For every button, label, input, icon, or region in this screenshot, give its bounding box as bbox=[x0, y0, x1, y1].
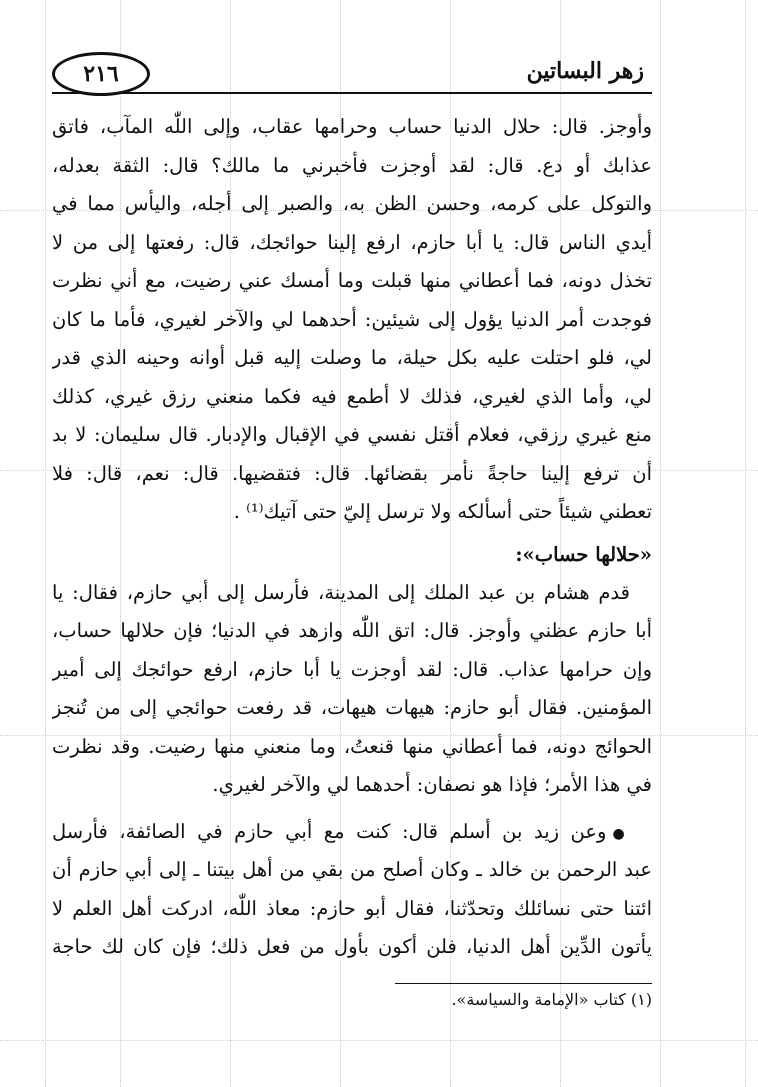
grid-line bbox=[45, 0, 46, 1087]
grid-line bbox=[660, 0, 661, 1087]
section-heading: «حلالها حساب»: bbox=[515, 542, 652, 566]
page-header bbox=[52, 48, 652, 102]
text-line: منع غيري رزقي، فعلام أقتل نفسي في الإقبال والإدبار. قال سليمان: لا بد bbox=[52, 423, 652, 446]
header-rule bbox=[52, 92, 652, 94]
text-line: في هذا الأمر؛ فإذا هو نصفان: أحدهما لي والآخر لغيري. bbox=[212, 773, 652, 796]
page-number-oval bbox=[52, 52, 150, 96]
text-line: يأتون الدِّين أهل الدنيا، فلن أكون بأول من فعل ذلك؛ فإن كان لك حاجة bbox=[52, 935, 652, 958]
footnote-rule bbox=[395, 983, 652, 984]
text-line: لي، وأما الذي لغيري، فذلك لا أطمع فيه فكما منعني رزق غيري، كذلك bbox=[52, 384, 652, 408]
text-line: فوجدت أمر الدنيا يؤول إلى شيئين: أحدهما لي والآخر لغيري، فأما ما كان bbox=[52, 307, 652, 331]
body-text bbox=[52, 108, 652, 967]
text-line: عبد الرحمن بن خالد ـ وكان أصلح من بقي من أهل بيتنا ـ إلى أبي حازم أن bbox=[52, 858, 652, 881]
text-line: والتوكل على كرمه، وحسن الظن به، والصبر إلى أجله، واليأس مما في bbox=[52, 192, 652, 215]
footnote: (١) كتاب «الإمامة والسياسة». bbox=[451, 990, 652, 1009]
page-number: ٢١٦ bbox=[83, 61, 119, 87]
text-line: أن ترفع إلينا حاجةً نأمر بقضائها. قال: فتقضيها. قال: نعم، قال: فلا bbox=[52, 461, 652, 485]
text-line: قدم هشام بن عبد الملك إلى المدينة، فأرسل إلى أبي حازم، فقال: يا bbox=[52, 580, 630, 604]
grid-line bbox=[745, 0, 746, 1087]
text-line: عذابك أو دع. قال: لقد أوجزت فأخبرني ما مالك؟ قال: الثقة بعدله، bbox=[52, 153, 652, 177]
text-line: تخذل دونه، فما أعطاني منها قبلت وما أمسك عني رضيت، مع أني نظرت bbox=[52, 269, 652, 292]
text-line: المؤمنين. فقال أبو حازم: هيهات هيهات، قد رفعت حوائجي إلى من تُنجز bbox=[52, 696, 652, 719]
text-line: وأوجز. قال: حلال الدنيا حساب وحرامها عقاب، وإلى اللّٰه المآب، فاتق bbox=[52, 115, 652, 138]
grid-line bbox=[0, 1040, 758, 1041]
text-line: ائتنا حتى نسائلك وتحدّثنا، فقال أبو حازم: معاذ اللّٰه، ادركت أهل العلم لا bbox=[52, 896, 652, 920]
text-line: أبا حازم عظني وأوجز. قال: اتق اللّٰه وازهد في الدنيا؛ فإن حلالها حساب، bbox=[52, 619, 652, 642]
bullet-icon: ● bbox=[612, 825, 630, 842]
text-line: وإن حرامها عذاب. قال: لقد أوجزت يا أبا حازم، ارفع حوائجك إلى أمير bbox=[52, 657, 652, 681]
text-line: لي، فلو احتلت عليه بكل حيلة، ما وصلت إليه قبل أوانه وحينه الذي قدر bbox=[52, 346, 652, 369]
text-line: تعطني شيئاً حتى أسألكه ولا ترسل إليّ حتى آتيك⁽¹⁾ . bbox=[233, 500, 652, 523]
running-title: زهر البساتين bbox=[526, 58, 644, 84]
text-line-content: وعن زيد بن أسلم قال: كنت مع أبي حازم في الصائفة، فأرسل bbox=[52, 819, 607, 843]
text-line: أيدي الناس قال: يا أبا حازم، ارفع إلينا حوائجك، قال: رفعتها إلى من لا bbox=[52, 230, 652, 254]
text-line bbox=[52, 813, 652, 852]
text-line: الحوائج دونه، فما أعطاني منها قنعتُ، وما منعني منها رضيت. وقد نظرت bbox=[52, 734, 652, 758]
